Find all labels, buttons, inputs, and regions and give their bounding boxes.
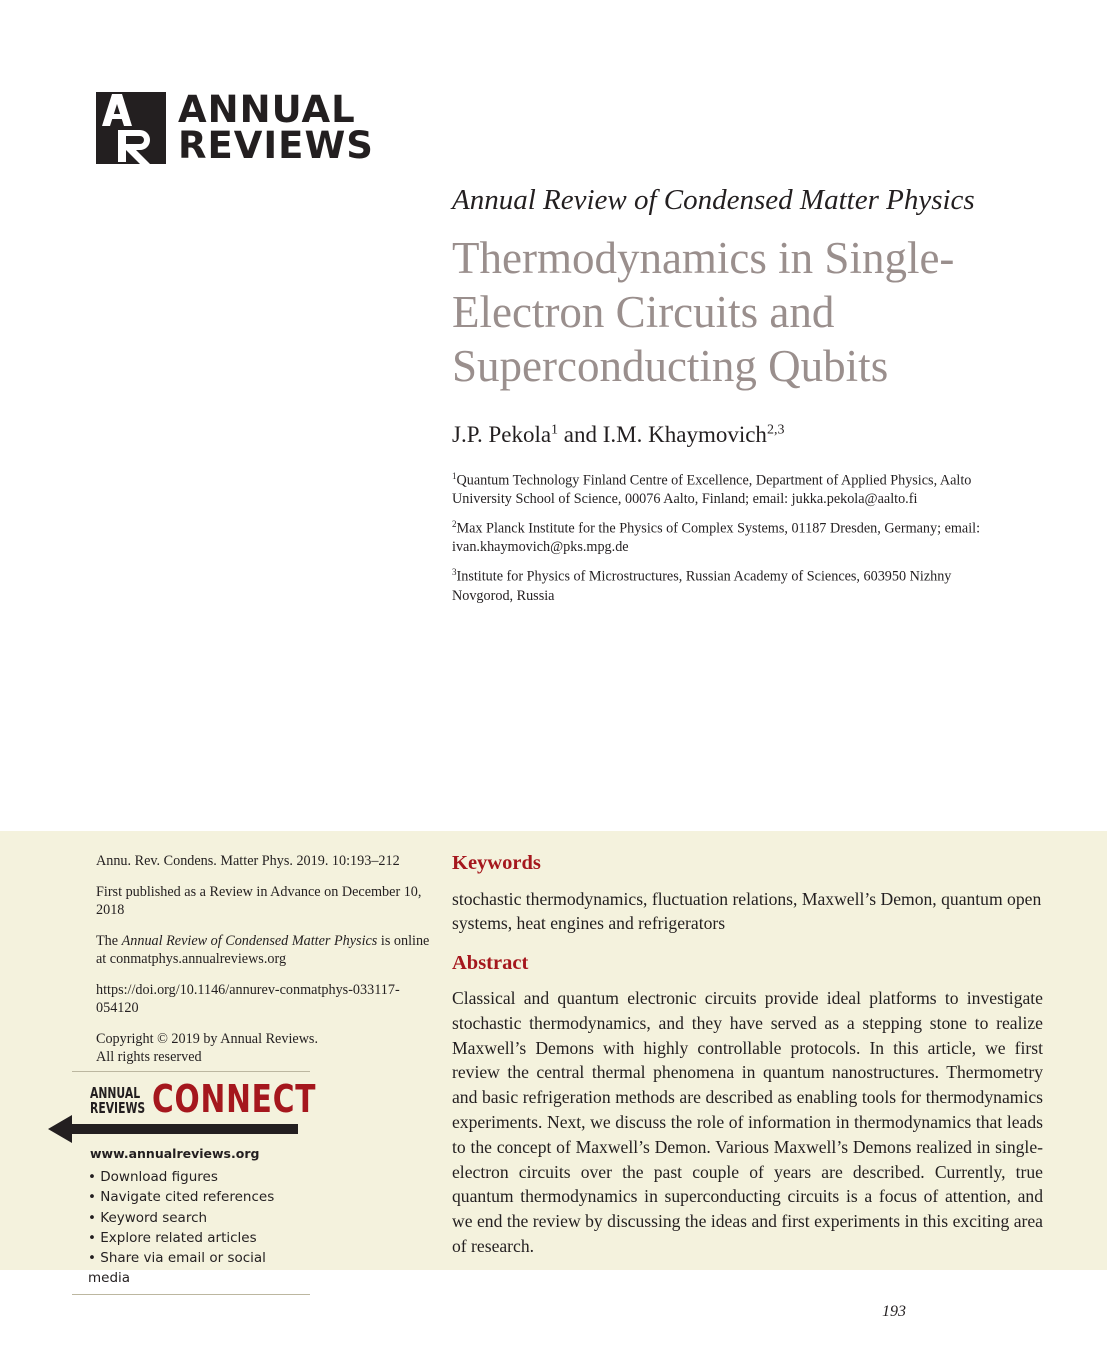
arrow-left-icon <box>48 1114 300 1144</box>
affiliation-item <box>452 563 1012 605</box>
logo-wordmark <box>178 88 374 167</box>
affiliation-text: Institute for Physics of Microstructures, Russian Academy of Sciences, 603950 Nizhny Novgorod, Russia <box>452 569 952 604</box>
affiliation-item <box>452 467 1012 509</box>
connect-url-link[interactable]: www.annualreviews.org <box>90 1146 260 1161</box>
connect-title: CONNECT <box>152 1077 317 1121</box>
logo-line1: ANNUAL <box>178 88 356 131</box>
affiliation-text: Quantum Technology Finland Centre of Excellence, Department of Applied Physics, Aalto University School of Science, 00076 Aalto, Finland; email: jukka.pekola@aalto.fi <box>452 472 972 508</box>
journal-name: Annual Review of Condensed Matter Physics <box>452 184 975 216</box>
connect-header <box>48 1072 317 1152</box>
list-item: • Explore related articles <box>88 1228 310 1248</box>
affiliation-sup: 3 <box>452 567 457 578</box>
affiliation-item <box>452 515 1012 557</box>
list-item: • Keyword search <box>88 1208 310 1228</box>
keywords-heading: Keywords <box>452 852 541 874</box>
connect-small-line1: ANNUAL <box>90 1084 141 1102</box>
page-number: 193 <box>882 1303 906 1320</box>
article-title: Thermodynamics in Single-Electron Circuits and Superconducting Qubits <box>452 233 955 391</box>
logo-line2: REVIEWS <box>178 124 374 167</box>
online-suffix[interactable]: is online at conmatphys.annualreviews.org <box>96 932 430 967</box>
affiliation-sup: 2 <box>452 519 457 530</box>
list-item: • Download figures <box>88 1167 310 1187</box>
doi-link[interactable]: https://doi.org/10.1146/annurev-conmatphys-033117-054120 <box>96 981 400 1016</box>
online-note <box>96 932 431 969</box>
author-name: I.M. Khaymovich <box>602 422 767 447</box>
online-journal: Annual Review of Condensed Matter Physics <box>121 932 378 949</box>
connect-feature-list <box>88 1167 310 1289</box>
abstract-text: Classical and quantum electronic circuits provide ideal platforms to investigate stochastic thermodynamics, and they have served as a stepping stone to realize Maxwell’s Demons with highly controllable protocols. In this article, we first review the central thermal phenomena in quantum nanostructures. Thermometry and basic refrigeration methods are described as enabling tools for thermodynamics experiments. Next, we discuss the role of information in thermodynamics that leads to the concept of Maxwell’s Demon. Various Maxwell’s Demons realized in single-electron circuits over the past couple of years are described. Currently, true quantum thermodynamics in superconducting circuits is a focus of attention, and we end the review by discussing the ideas and first experiments in this exciting area of research. <box>452 988 1043 1256</box>
author-sup: 1 <box>551 422 559 438</box>
list-item: • Navigate cited references <box>88 1187 310 1207</box>
copyright-text: Copyright © 2019 by Annual Reviews. <box>96 1030 319 1047</box>
list-item: • Share via email or social media <box>88 1248 310 1289</box>
connect-small-line2: REVIEWS <box>90 1099 146 1117</box>
affiliations <box>452 467 1012 612</box>
connect-small-logo <box>90 1086 145 1116</box>
published-date: First published as a Review in Advance on December 10, 2018 <box>96 883 422 918</box>
rights-text: All rights reserved <box>96 1049 202 1065</box>
author-name: J.P. Pekola <box>452 422 552 447</box>
annual-reviews-connect <box>48 1071 317 1295</box>
abstract-heading: Abstract <box>452 952 529 974</box>
online-prefix: The <box>96 932 119 949</box>
copyright <box>96 1030 431 1067</box>
keywords-text: stochastic thermodynamics, fluctuation relations, Maxwell’s Demon, quantum open systems, heat engines and refrigerators <box>452 889 1042 934</box>
article-metadata <box>96 852 431 1067</box>
author-list <box>452 422 784 448</box>
affiliation-sup: 1 <box>452 471 457 481</box>
divider <box>72 1294 310 1295</box>
author-sup: 2,3 <box>766 422 785 438</box>
ar-logo-mark-icon <box>96 92 166 164</box>
citation: Annu. Rev. Condens. Matter Phys. 2019. 10:193–212 <box>96 853 400 869</box>
annual-reviews-logo <box>96 88 374 167</box>
affiliation-text: Max Planck Institute for the Physics of Complex Systems, 01187 Dresden, Germany; email: ivan.khaymovich@pks.mpg.de <box>452 520 981 556</box>
author-conjunction: and <box>563 422 598 447</box>
